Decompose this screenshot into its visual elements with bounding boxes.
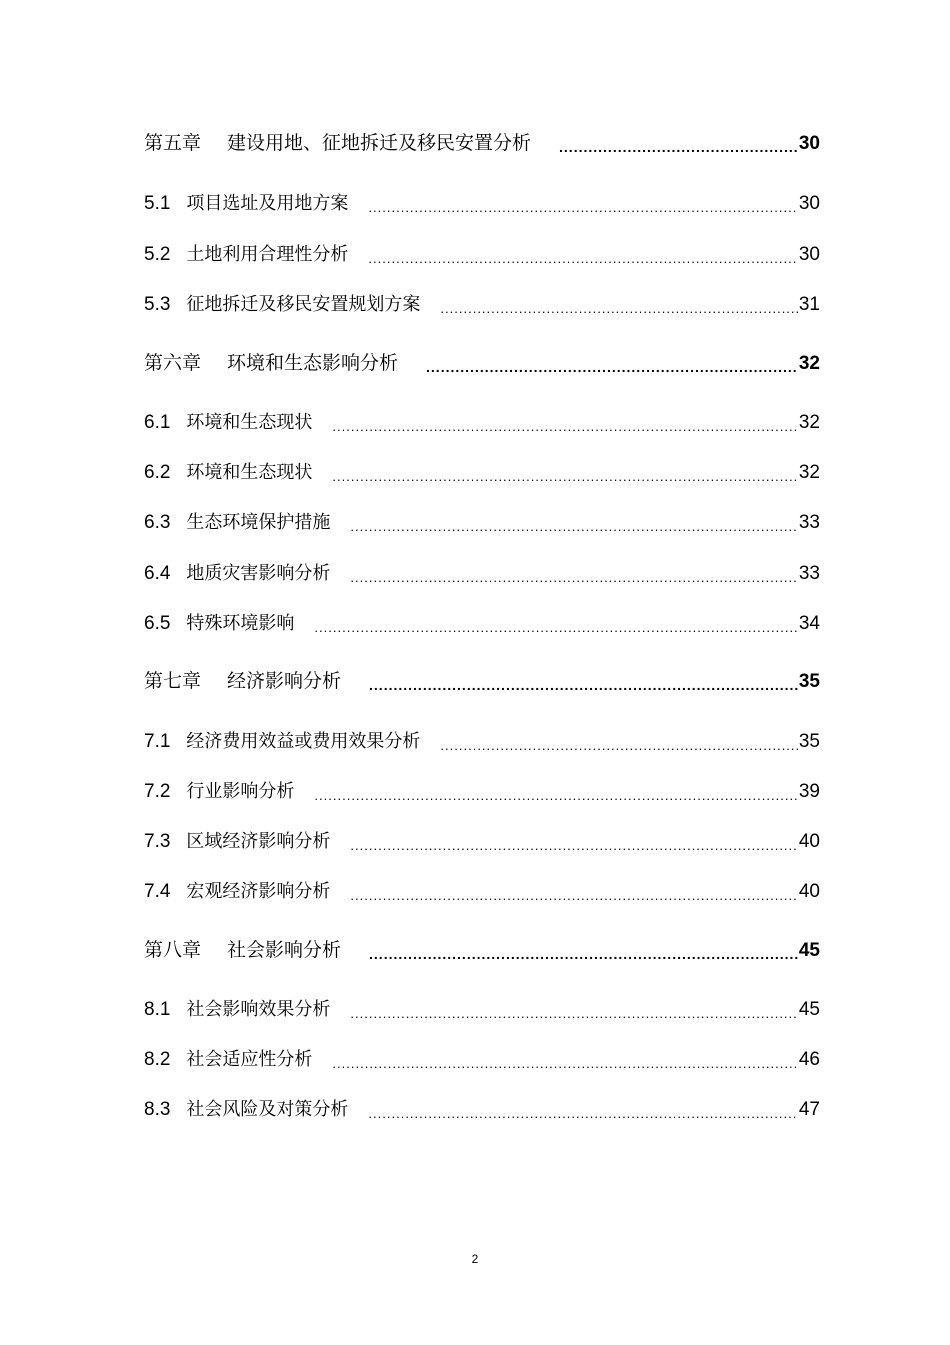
chapter-label: 第六章 bbox=[144, 352, 202, 374]
section-number: 5.1 bbox=[144, 193, 171, 214]
section-number: 7.3 bbox=[144, 831, 171, 852]
section-number: 6.2 bbox=[144, 462, 171, 483]
page-number: 40 bbox=[798, 831, 820, 852]
toc-section-entry[interactable] bbox=[144, 189, 820, 215]
page-number: 30 bbox=[798, 244, 820, 265]
dot-leader bbox=[350, 885, 797, 903]
toc-section-entry[interactable] bbox=[144, 777, 820, 803]
page-number: 31 bbox=[798, 294, 820, 315]
section-title: 生态环境保护措施 bbox=[186, 512, 331, 533]
toc-section-entry[interactable] bbox=[144, 408, 820, 434]
dot-leader bbox=[559, 136, 798, 155]
section-title: 征地拆迁及移民安置规划方案 bbox=[186, 294, 421, 315]
toc-chapter-entry[interactable] bbox=[144, 935, 820, 962]
section-title: 区域经济影响分析 bbox=[186, 831, 331, 852]
toc-chapter-entry[interactable] bbox=[144, 348, 820, 375]
toc-section-entry[interactable] bbox=[144, 458, 820, 484]
page-number: 35 bbox=[798, 671, 820, 692]
section-title: 宏观经济影响分析 bbox=[186, 881, 331, 902]
page-number: 32 bbox=[798, 353, 820, 374]
dot-leader bbox=[332, 466, 797, 484]
page-number: 45 bbox=[798, 940, 820, 961]
dot-leader bbox=[440, 298, 797, 316]
dot-leader bbox=[314, 785, 797, 803]
section-number: 5.2 bbox=[144, 244, 171, 265]
page-number: 30 bbox=[798, 133, 820, 154]
dot-leader bbox=[369, 674, 798, 693]
section-number: 8.2 bbox=[144, 1049, 171, 1070]
chapter-label: 第七章 bbox=[144, 670, 202, 692]
section-title: 社会风险及对策分析 bbox=[186, 1099, 349, 1120]
section-title: 社会适应性分析 bbox=[186, 1049, 313, 1070]
section-title: 环境和生态现状 bbox=[186, 412, 313, 433]
toc-section-entry[interactable] bbox=[144, 827, 820, 853]
chapter-title: 建设用地、征地拆迁及移民安置分析 bbox=[227, 132, 532, 154]
footer-page-number: 2 bbox=[471, 1252, 479, 1266]
chapter-label: 第五章 bbox=[144, 132, 202, 154]
section-number: 6.3 bbox=[144, 512, 171, 533]
page-number: 32 bbox=[798, 412, 820, 433]
page-number: 47 bbox=[798, 1099, 820, 1120]
toc-section-entry[interactable] bbox=[144, 1095, 820, 1121]
section-title: 特殊环境影响 bbox=[186, 613, 295, 634]
dot-leader bbox=[332, 1053, 797, 1071]
dot-leader bbox=[350, 1003, 797, 1021]
dot-leader bbox=[350, 835, 797, 853]
page-number: 32 bbox=[798, 462, 820, 483]
page-number: 30 bbox=[798, 193, 820, 214]
page-number: 33 bbox=[798, 512, 820, 533]
section-number: 6.4 bbox=[144, 563, 171, 584]
page-number: 46 bbox=[798, 1049, 820, 1070]
toc-section-entry[interactable] bbox=[144, 559, 820, 585]
section-title: 土地利用合理性分析 bbox=[186, 244, 349, 265]
section-title: 行业影响分析 bbox=[186, 781, 295, 802]
dot-leader bbox=[368, 197, 797, 215]
section-number: 6.5 bbox=[144, 613, 171, 634]
page-number: 40 bbox=[798, 881, 820, 902]
page-number: 35 bbox=[798, 731, 820, 752]
toc-chapter-entry[interactable] bbox=[144, 666, 820, 693]
section-number: 5.3 bbox=[144, 294, 171, 315]
dot-leader bbox=[350, 567, 797, 585]
section-title: 环境和生态现状 bbox=[186, 462, 313, 483]
section-number: 8.1 bbox=[144, 999, 171, 1020]
toc-section-entry[interactable] bbox=[144, 995, 820, 1021]
section-number: 7.2 bbox=[144, 781, 171, 802]
section-title: 经济费用效益或费用效果分析 bbox=[186, 731, 421, 752]
section-number: 6.1 bbox=[144, 412, 171, 433]
chapter-title: 社会影响分析 bbox=[227, 939, 342, 961]
toc-section-entry[interactable] bbox=[144, 508, 820, 534]
section-title: 社会影响效果分析 bbox=[186, 999, 331, 1020]
dot-leader bbox=[426, 356, 798, 375]
toc-section-entry[interactable] bbox=[144, 609, 820, 635]
page-number: 39 bbox=[798, 781, 820, 802]
dot-leader bbox=[369, 943, 798, 962]
page-number: 34 bbox=[798, 613, 820, 634]
dot-leader bbox=[368, 248, 797, 266]
dot-leader bbox=[350, 516, 797, 534]
dot-leader bbox=[440, 735, 797, 753]
toc-section-entry[interactable] bbox=[144, 727, 820, 753]
section-number: 7.4 bbox=[144, 881, 171, 902]
chapter-label: 第八章 bbox=[144, 939, 202, 961]
toc-section-entry[interactable] bbox=[144, 877, 820, 903]
section-title: 地质灾害影响分析 bbox=[186, 563, 331, 584]
section-title: 项目选址及用地方案 bbox=[186, 193, 349, 214]
chapter-title: 经济影响分析 bbox=[227, 670, 342, 692]
dot-leader bbox=[332, 416, 797, 434]
chapter-title: 环境和生态影响分析 bbox=[227, 352, 399, 374]
toc-section-entry[interactable] bbox=[144, 290, 820, 316]
section-number: 8.3 bbox=[144, 1099, 171, 1120]
section-number: 7.1 bbox=[144, 731, 171, 752]
toc-section-entry[interactable] bbox=[144, 1045, 820, 1071]
dot-leader bbox=[368, 1103, 797, 1121]
toc-section-entry[interactable] bbox=[144, 240, 820, 266]
toc-chapter-entry[interactable] bbox=[144, 128, 820, 155]
dot-leader bbox=[314, 617, 797, 635]
page-number: 33 bbox=[798, 563, 820, 584]
page-number: 45 bbox=[798, 999, 820, 1020]
